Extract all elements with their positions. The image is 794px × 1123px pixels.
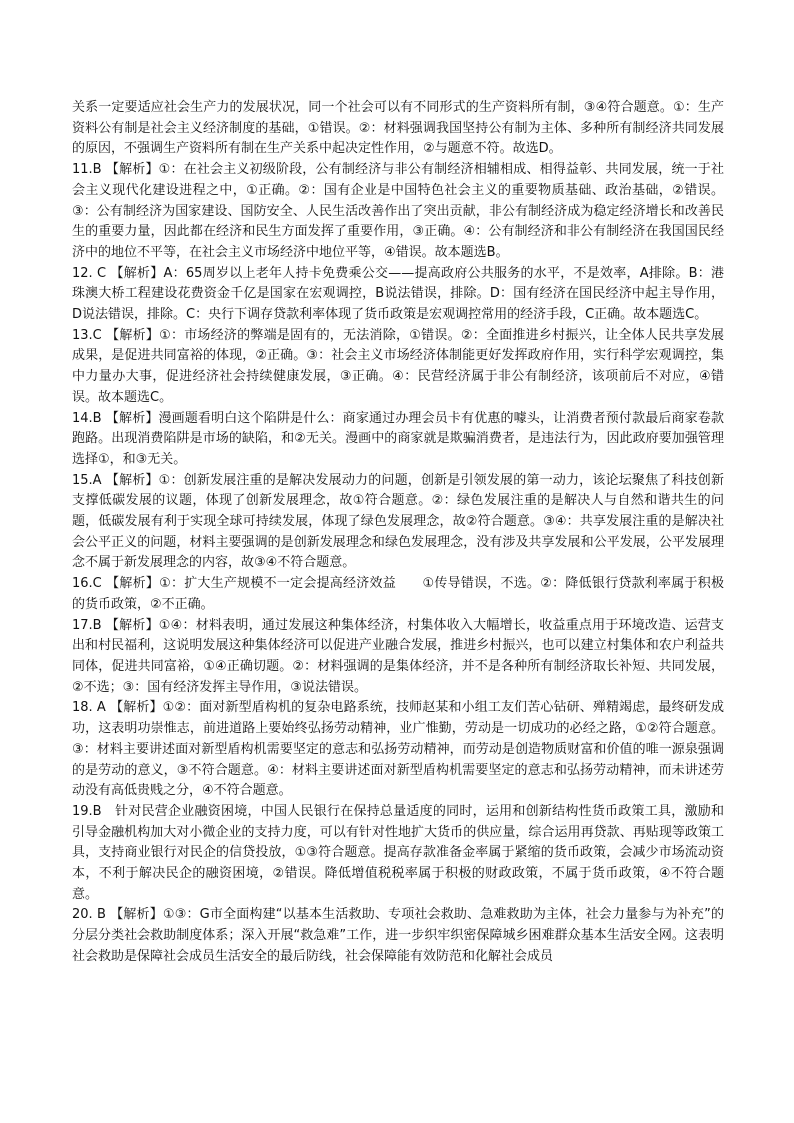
paragraph-q17: 17.B 【解析】①④：材料表明，通过发展这种集体经济，村集体收入大幅增长，收益重点用于环境改造、运营支出和村民福利，这说明发展这种集体经济可以促进产业融合发展，推进乡村振兴，也可以建立村集体和农户利益共同体，促进共同富裕，①④正确切题。②：材料强调的是集体经济，并不是各种所有制经济取长补短、共同发展，②不选；③：国有经济发挥主导作用，③说法错误。 bbox=[72, 617, 724, 695]
paragraph-q14: 14.B 【解析】漫画题看明白这个陷阱是什么：商家通过办理会员卡有优惠的噱头，让消费者预付款最后商家卷款跑路。出现消费陷阱是市场的缺陷，和②无关。漫画中的商家就是欺骗消费者，是违法行为，因此政府要加强管理选择①，和③无关。 bbox=[72, 410, 724, 467]
paragraph-q12: 12. C 【解析】A：65周岁以上老年人持卡免费乘公交——提高政府公共服务的水平，不是效率，A排除。B：港珠澳大桥工程建设花费资金千亿是国家在宏观调控，B说法错误，排除。D：国有经济在国民经济中起主导作用，D说法错误，排除。C：央行下调存贷款利率体现了货币政策是宏观调控常用的经济手段，C正确。故本题选C。 bbox=[72, 265, 724, 323]
paragraph-q13: 13.C 【解析】①：市场经济的弊端是固有的，无法消除，①错误。②：全面推进乡村振兴，让全体人民共享发展成果，是促进共同富裕的体现，②正确。③：社会主义市场经济体制能更好发挥政府作用，实行科学宏观调控，集中力量办大事，促进经济社会持续健康发展，③正确。④：民营经济属于非公有制经济，该项前后不对应，④错误。故本题选C。 bbox=[72, 327, 724, 405]
paragraph-q16: 16.C 【解析】①：扩大生产规模不一定会提高经济效益 ①传导错误，不选。②：降低银行贷款利率属于积极的货币政策，②不正确。 bbox=[72, 576, 724, 612]
answer-explanation-page bbox=[72, 98, 724, 968]
paragraph-continuation: 关系一定要适应社会生产力的发展状况，同一个社会可以有不同形式的生产资料所有制，③④符合题意。①：生产资料公有制是社会主义经济制度的基础，①错误。②：材料强调我国坚持公有制为主体、多种所有制经济共同发展的原因，不强调生产资料所有制在生产关系中起决定性作用，②与题意不符。故选D。 bbox=[72, 100, 724, 157]
paragraph-q15: 15.A 【解析】①：创新发展注重的是解决发展动力的问题，创新是引领发展的第一动力，该论坛聚焦了科技创新支撑低碳发展的议题，体现了创新发展理念，故①符合题意。②：绿色发展注重的是解决人与自然和谐共生的问题，低碳发展有利于实现全球可持续发展，体现了绿色发展理念，故②符合题意。③④：共享发展注重的是解决社会公平正义的问题，材料主要强调的是创新发展理念和绿色发展理念，没有涉及共享发展和公平发展，公平发展理念不属于新发展理念的内容，故③④不符合题意。 bbox=[72, 472, 724, 571]
paragraph-q11: 11.B 【解析】①：在社会主义初级阶段，公有制经济与非公有制经济相辅相成、相得益彰、共同发展，统一于社会主义现代化建设进程之中，①正确。②：国有企业是中国特色社会主义的重要物质基础、政治基础，②错误。③：公有制经济为国家建设、国防安全、人民生活改善作出了突出贡献，非公有制经济成为稳定经济增长和改善民生的重要力量，因此都在经济和民生方面发挥了重要作用，③正确。④：公有制经济和非公有制经济在我国国民经济中的地位不平等，在社会主义市场经济中地位平等，④错误。故本题选B。 bbox=[72, 162, 724, 260]
paragraph-q18: 18. A 【解析】①②：面对新型盾构机的复杂电路系统，技师赵某和小组工友们苦心钻研、殚精竭虑，最终研发成功，这表明功崇惟志，前进道路上要始终弘扬劳动精神，业广惟勤，劳动是一切成功的必经之路，①②符合题意。③：材料主要讲述面对新型盾构机需要坚定的意志和弘扬劳动精神，而劳动是创造物质财富和价值的唯一源泉强调的是劳动的意义，③不符合题意。④：材料主要讲述面对新型盾构机需要坚定的意志和弘扬劳动精神，而未讲述劳动没有高低贵贱之分，④不符合题意。 bbox=[72, 700, 724, 799]
paragraph-q20: 20. B 【解析】①③：G市全面构建“以基本生活救助、专项社会救助、急难救助为主体，社会力量参与为补充”的分层分类社会救助制度体系；深入开展“救急难”工作，进一步织牢织密保障城乡困难群众基本生活安全网。这表明社会救助是保障社会成员生活安全的最后防线，社会保障能有效防范和化解社会成员 bbox=[72, 907, 724, 964]
paragraph-q19: 19.B 针对民营企业融资困境，中国人民银行在保持总量适度的同时，运用和创新结构性货币政策工具，激励和引导金融机构加大对小微企业的支持力度，可以有针对性地扩大货币的供应量，综合运用再贷款、再贴现等政策工具，支持商业银行对民企的信贷投放，①③符合题意。提高存款准备金率属于紧缩的货币政策，会减少市场流动资本，不利于解决民企的融资困境，②错误。降低增值税税率属于积极的财政政策，不属于货币政策，④不符合题意。 bbox=[72, 803, 724, 902]
